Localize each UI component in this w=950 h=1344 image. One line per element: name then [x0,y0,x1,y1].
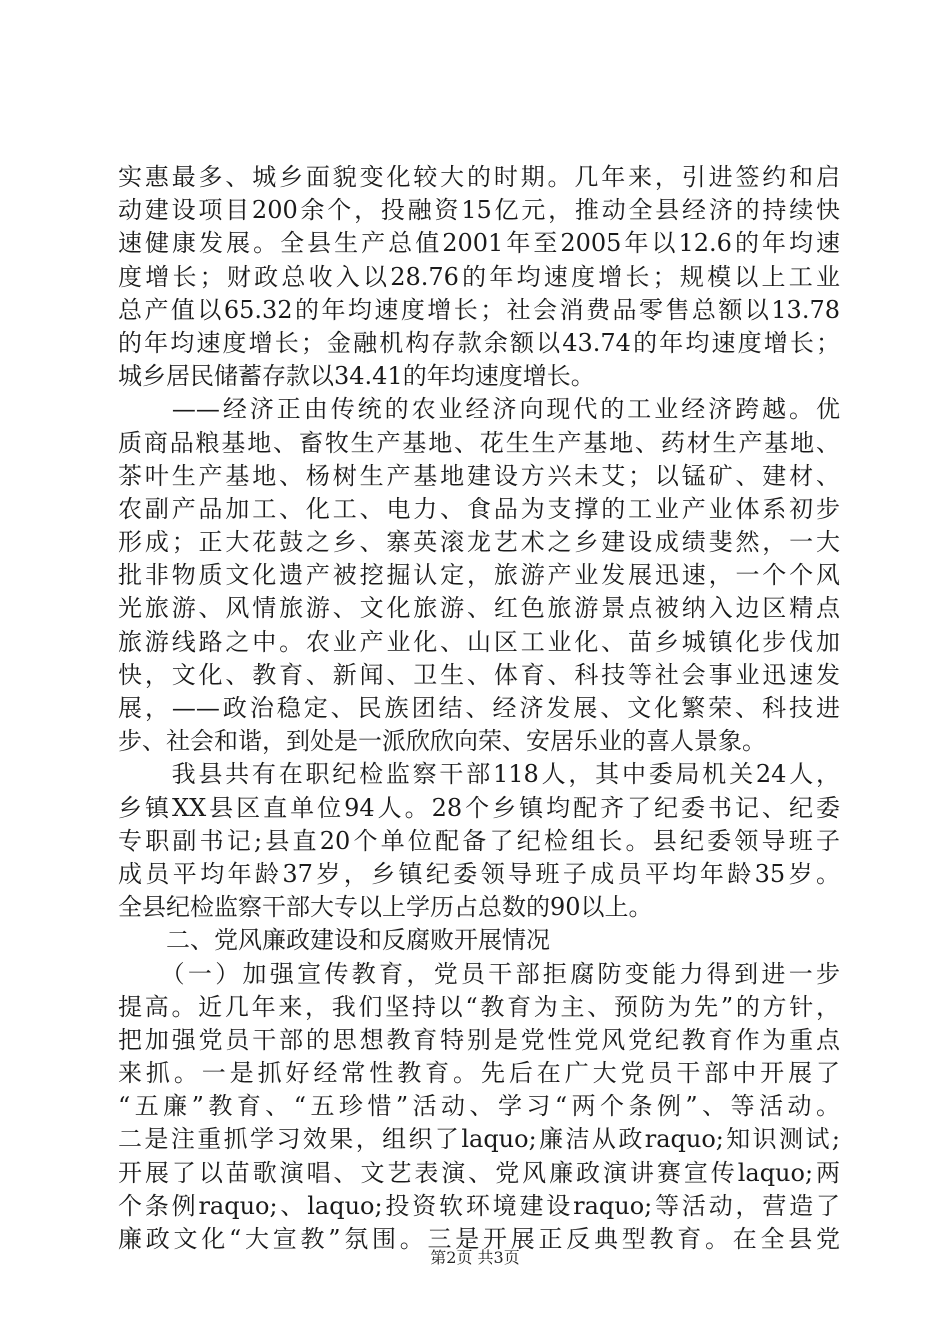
text-line: 光旅游、风情旅游、文化旅游、红色旅游景点被纳入边区精点 [118,594,840,623]
text-line: （一）加强宣传教育，党员干部拒腐防变能力得到进一步 [118,959,840,988]
text-line: 个条例raquo;、laquo;投资软环境建设raquo;等活动，营造了 [118,1191,840,1220]
text-line: 二、党风廉政建设和反腐败开展情况 [118,926,550,955]
text-line: 城乡居民储蓄存款以34.41的年均速度增长。 [118,362,595,391]
text-line: ——经济正由传统的农业经济向现代的工业经济跨越。优 [118,395,840,424]
text-line: 成员平均年龄37岁，乡镇纪委领导班子成员平均年龄35岁。 [118,859,840,888]
text-line: 批非物质文化遗产被挖掘认定，旅游产业发展迅速，一个个风 [118,561,840,590]
text-line: 开展了以苗歌演唱、文艺表演、党风廉政演讲赛宣传laquo;两 [118,1158,840,1187]
text-line: 质商品粮基地、畜牧生产基地、花生生产基地、药材生产基地、 [118,428,840,457]
text-line: 展，——政治稳定、民族团结、经济发展、文化繁荣、科技进 [118,694,840,722]
text-line: 动建设项目200余个，投融资15亿元，推动全县经济的持续快 [118,196,840,225]
text-line: 提高。近几年来，我们坚持以“教育为主、预防为先”的方针， [118,992,840,1021]
text-line: 来抓。一是抓好经常性教育。先后在广大党员干部中开展了 [118,1059,840,1088]
text-line: 把加强党员干部的思想教育特别是党性党风党纪教育作为重点 [118,1025,840,1054]
text-line: 实惠最多、城乡面貌变化较大的时期。几年来，引进签约和启 [118,163,840,191]
text-line: 速健康发展。全县生产总值2001年至2005年以12.6的年均速 [118,229,840,258]
text-line: 农副产品加工、化工、电力、食品为支撑的工业产业体系初步 [118,494,840,523]
text-line: 廉政文化“大宣教”氛围。三是开展正反典型教育。在全县党 [118,1225,840,1253]
text-line: 专职副书记;县直20个单位配备了纪检组长。县纪委领导班子 [118,826,840,855]
text-line: 形成；正大花鼓之乡、寨英滚龙艺术之乡建设成绩斐然，一大 [118,528,840,557]
text-line: “五廉”教育、“五珍惜”活动、学习“两个条例”、等活动。 [118,1092,840,1121]
page-footer: 第2页 共3页 [430,1248,520,1267]
text-line: 茶叶生产基地、杨树生产基地建设方兴未艾；以锰矿、建材、 [118,461,840,490]
text-line: 我县共有在职纪检监察干部118人，其中委局机关24人， [118,760,840,789]
text-line: 总产值以65.32的年均速度增长；社会消费品零售总额以13.78 [118,295,840,324]
text-line: 旅游线路之中。农业产业化、山区工业化、苗乡城镇化步伐加 [118,627,840,656]
text-line: 全县纪检监察干部大专以上学历占总数的90以上。 [118,893,653,922]
text-line: 快，文化、教育、新闻、卫生、体育、科技等社会事业迅速发 [118,660,840,689]
text-line: 的年均速度增长；金融机构存款余额以43.74的年均速度增长； [118,328,840,357]
text-line: 二是注重抓学习效果，组织了laquo;廉洁从政raquo;知识测试; [118,1125,840,1154]
document-body [118,161,840,1256]
text-line: 度增长；财政总收入以28.76的年均速度增长；规模以上工业 [118,262,840,291]
text-line: 步、社会和谐，到处是一派欣欣向荣、安居乐业的喜人景象。 [118,727,766,756]
text-line: 乡镇XX县区直单位94人。28个乡镇均配齐了纪委书记、纪委 [118,793,840,822]
